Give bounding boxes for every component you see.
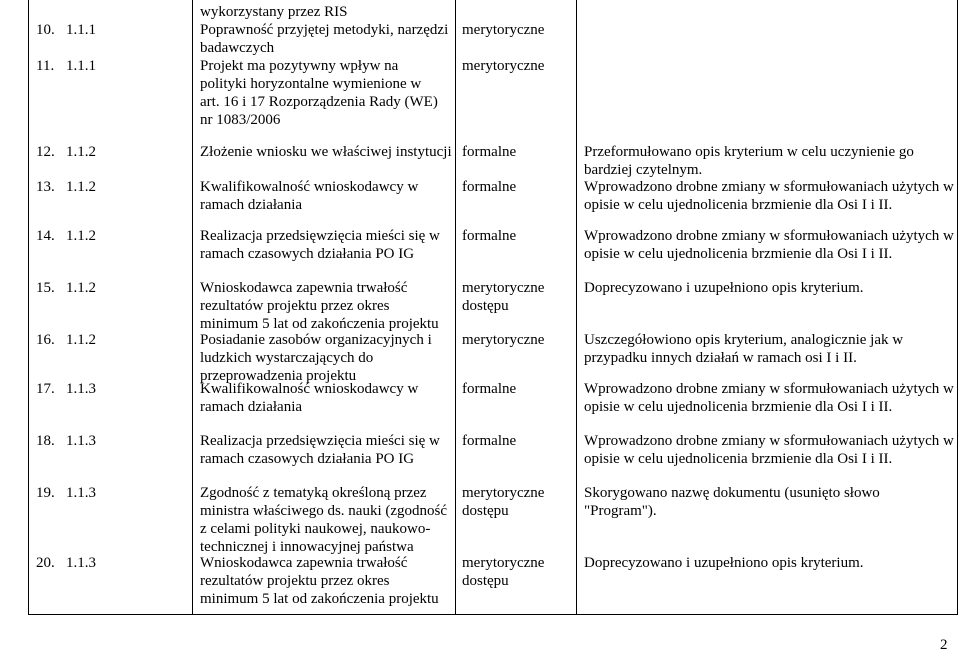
row-number: 10. [36, 22, 55, 38]
row-code: 1.1.2 [66, 228, 96, 244]
row-number: 11. [36, 58, 55, 74]
row-description: Doprecyzowano i uzupełniono opis kryterium. [584, 555, 864, 571]
row-type: formalne [462, 144, 517, 160]
row-number: 16. [36, 332, 55, 348]
row-code: 1.1.2 [66, 144, 96, 160]
row-criterion: Poprawność przyjętej metodyki, narzędzi badawczych [200, 22, 449, 56]
row-criterion: Realizacja przedsięwzięcia mieści się w ramach czasowych działania PO IG [200, 228, 440, 262]
row-criterion: Posiadanie zasobów organizacyjnych i ludzkich wystarczających do przeprowadzenia projektu [200, 332, 432, 384]
row-number: 20. [36, 555, 55, 571]
row-code: 1.1.3 [66, 485, 96, 501]
row-code: 1.1.1 [66, 58, 96, 74]
continued-criterion-text: wykorzystany przez RIS [200, 4, 348, 20]
column-divider [576, 0, 577, 615]
row-type: merytoryczne dostępu [462, 555, 545, 589]
row-type: formalne [462, 381, 517, 397]
row-number: 13. [36, 179, 55, 195]
row-code: 1.1.3 [66, 433, 96, 449]
row-code: 1.1.2 [66, 179, 96, 195]
row-type: formalne [462, 179, 517, 195]
row-number: 19. [36, 485, 55, 501]
row-code: 1.1.3 [66, 555, 96, 571]
row-number: 18. [36, 433, 55, 449]
column-divider [192, 0, 193, 615]
row-description: Wprowadzono drobne zmiany w sformułowaniach użytych w opisie w celu ujednolicenia brzmienie dla Osi I i II. [584, 381, 954, 415]
row-number: 17. [36, 381, 55, 397]
row-criterion: Realizacja przedsięwzięcia mieści się w ramach czasowych działania PO IG [200, 433, 440, 467]
table-border-right [957, 0, 958, 615]
row-code: 1.1.2 [66, 280, 96, 296]
row-description: Doprecyzowano i uzupełniono opis kryterium. [584, 280, 864, 296]
row-type: merytoryczne dostępu [462, 485, 545, 519]
row-criterion: Projekt ma pozytywny wpływ na polityki horyzontalne wymienione w art. 16 i 17 Rozporządzenia Rady (WE) nr 1083/2006 [200, 58, 438, 128]
row-criterion: Złożenie wniosku we właściwej instytucji [200, 144, 452, 160]
column-divider [455, 0, 456, 615]
row-type: merytoryczne [462, 332, 545, 348]
table-border-left [28, 0, 29, 615]
row-criterion: Wnioskodawca zapewnia trwałość rezultatów projektu przez okres minimum 5 lat od zakończenia projektu [200, 280, 439, 332]
row-type: formalne [462, 228, 517, 244]
row-type: merytoryczne [462, 58, 545, 74]
row-type: merytoryczne [462, 22, 545, 38]
row-number: 14. [36, 228, 55, 244]
row-code: 1.1.2 [66, 332, 96, 348]
row-criterion: Kwalifikowalność wnioskodawcy w ramach działania [200, 381, 419, 415]
row-number: 12. [36, 144, 55, 160]
row-type: formalne [462, 433, 517, 449]
row-code: 1.1.3 [66, 381, 96, 397]
row-description: Wprowadzono drobne zmiany w sformułowaniach użytych w opisie w celu ujednolicenia brzmienie dla Osi I i II. [584, 179, 954, 213]
row-description: Wprowadzono drobne zmiany w sformułowaniach użytych w opisie w celu ujednolicenia brzmienie dla Osi I i II. [584, 433, 954, 467]
row-code: 1.1.1 [66, 22, 96, 38]
row-description: Przeformułowano opis kryterium w celu uczynienie go bardziej czytelnym. [584, 144, 914, 178]
row-type: merytoryczne dostępu [462, 280, 545, 314]
row-criterion: Wnioskodawca zapewnia trwałość rezultatów projektu przez okres minimum 5 lat od zakończenia projektu [200, 555, 439, 607]
row-description: Skorygowano nazwę dokumentu (usunięto słowo "Program"). [584, 485, 880, 519]
row-criterion: Zgodność z tematyką określoną przez ministra właściwego ds. nauki (zgodność z celami polityki naukowej, naukowo-technicznej i innowacyjnej państwa [200, 485, 448, 555]
page-number: 2 [940, 637, 948, 653]
table-border-bottom [28, 614, 958, 615]
row-number: 15. [36, 280, 55, 296]
row-criterion: Kwalifikowalność wnioskodawcy w ramach działania [200, 179, 419, 213]
row-description: Uszczegółowiono opis kryterium, analogicznie jak w przypadku innych działań w ramach osi I i II. [584, 332, 904, 366]
row-description: Wprowadzono drobne zmiany w sformułowaniach użytych w opisie w celu ujednolicenia brzmienie dla Osi I i II. [584, 228, 954, 262]
